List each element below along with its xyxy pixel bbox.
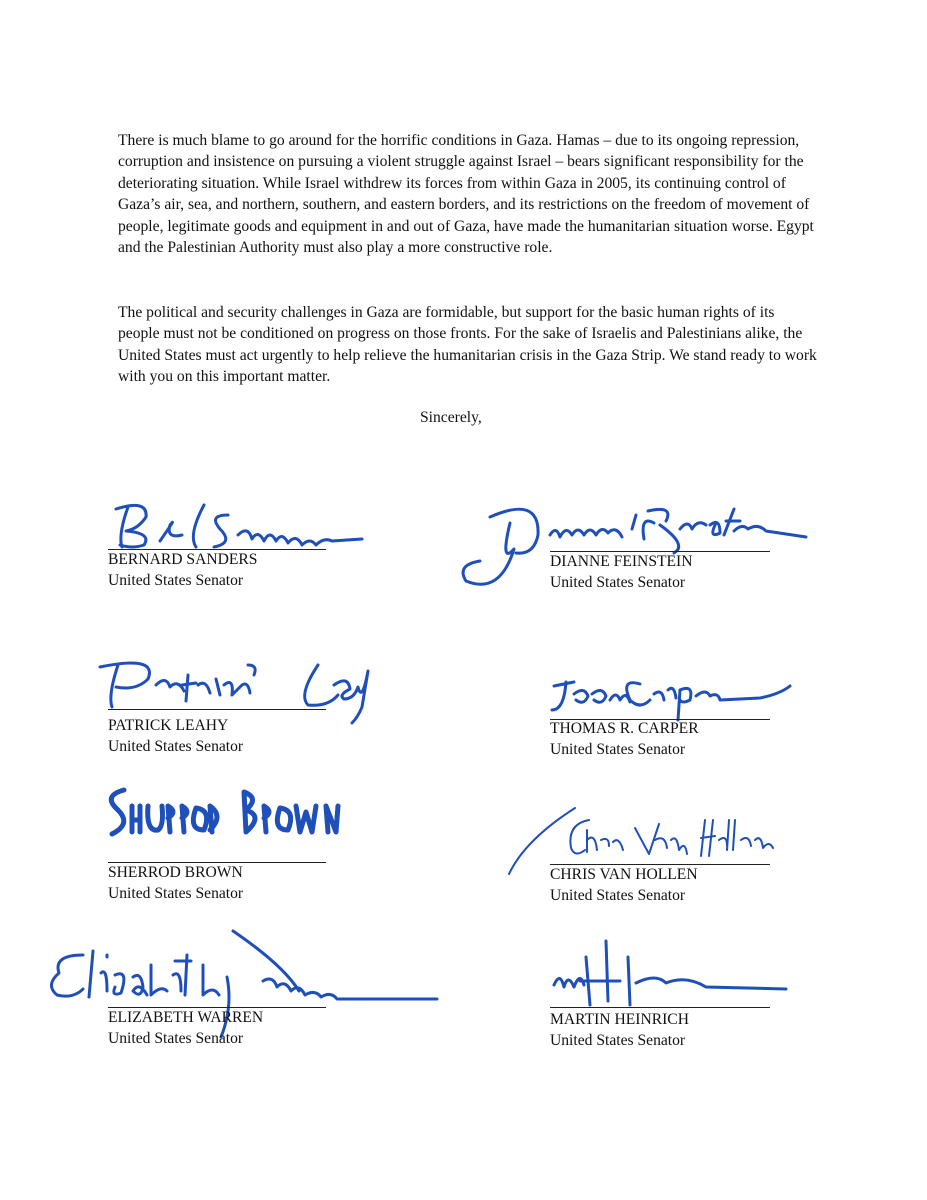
signatory-title: United States Senator [550, 741, 686, 758]
signature-line [108, 549, 326, 550]
signature-line [550, 551, 770, 552]
signatory-name: CHRIS VAN HOLLEN [550, 866, 698, 883]
signatory-name: THOMAS R. CARPER [550, 720, 699, 737]
letter-paragraph-2: The political and security challenges in Gaza are formidable, but support for the basic human rights of its people must not be conditioned on progress on those fronts. For the sake of Israelis and Palestinians alike, the United States must act urgently to help relieve the humanitarian crisis in the Gaza Strip. We stand ready to work with you on this important matter. [118, 304, 817, 386]
signature-line [550, 1007, 770, 1008]
signatory-name: BERNARD SANDERS [108, 551, 258, 568]
signatory-title: United States Senator [550, 887, 686, 904]
signatory-name: SHERROD BROWN [108, 864, 243, 881]
signature-line [550, 864, 770, 865]
signature-brown [98, 776, 368, 856]
signatory-title: United States Senator [550, 1032, 686, 1049]
signatory-title: United States Senator [108, 572, 244, 589]
signature-line [108, 862, 326, 863]
signature-heinrich [540, 935, 810, 1015]
closing: Sincerely, [420, 409, 482, 426]
signature-line [108, 1007, 326, 1008]
signature-line [108, 709, 326, 710]
signature-warren [43, 925, 443, 1075]
signature-sanders [108, 495, 348, 555]
signatory-name: DIANNE FEINSTEIN [550, 553, 693, 570]
signatory-title: United States Senator [108, 885, 244, 902]
signatory-name: ELIZABETH WARREN [108, 1009, 264, 1026]
signatory-title: United States Senator [108, 1030, 244, 1047]
signatory-name: MARTIN HEINRICH [550, 1011, 689, 1028]
signatory-title: United States Senator [108, 738, 244, 755]
signatory-title: United States Senator [550, 574, 686, 591]
signatory-name: PATRICK LEAHY [108, 717, 229, 734]
letter-paragraph-1: There is much blame to go around for the horrific conditions in Gaza. Hamas – due to its ongoing repression, corruption and insistence on pursuing a violent struggle against Israel – bears significant responsibility for the deteriorating situation. While Israel withdrew its forces from within Gaza in 2005, its continuing control of Gaza’s air, sea, and northern, southern, and eastern borders, and its restrictions on the freedom of movement of people, legitimate goods and equipment in and out of Gaza, have made the humanitarian situation worse. Egypt and the Palestinian Authority must also play a more constructive role. [118, 132, 814, 257]
